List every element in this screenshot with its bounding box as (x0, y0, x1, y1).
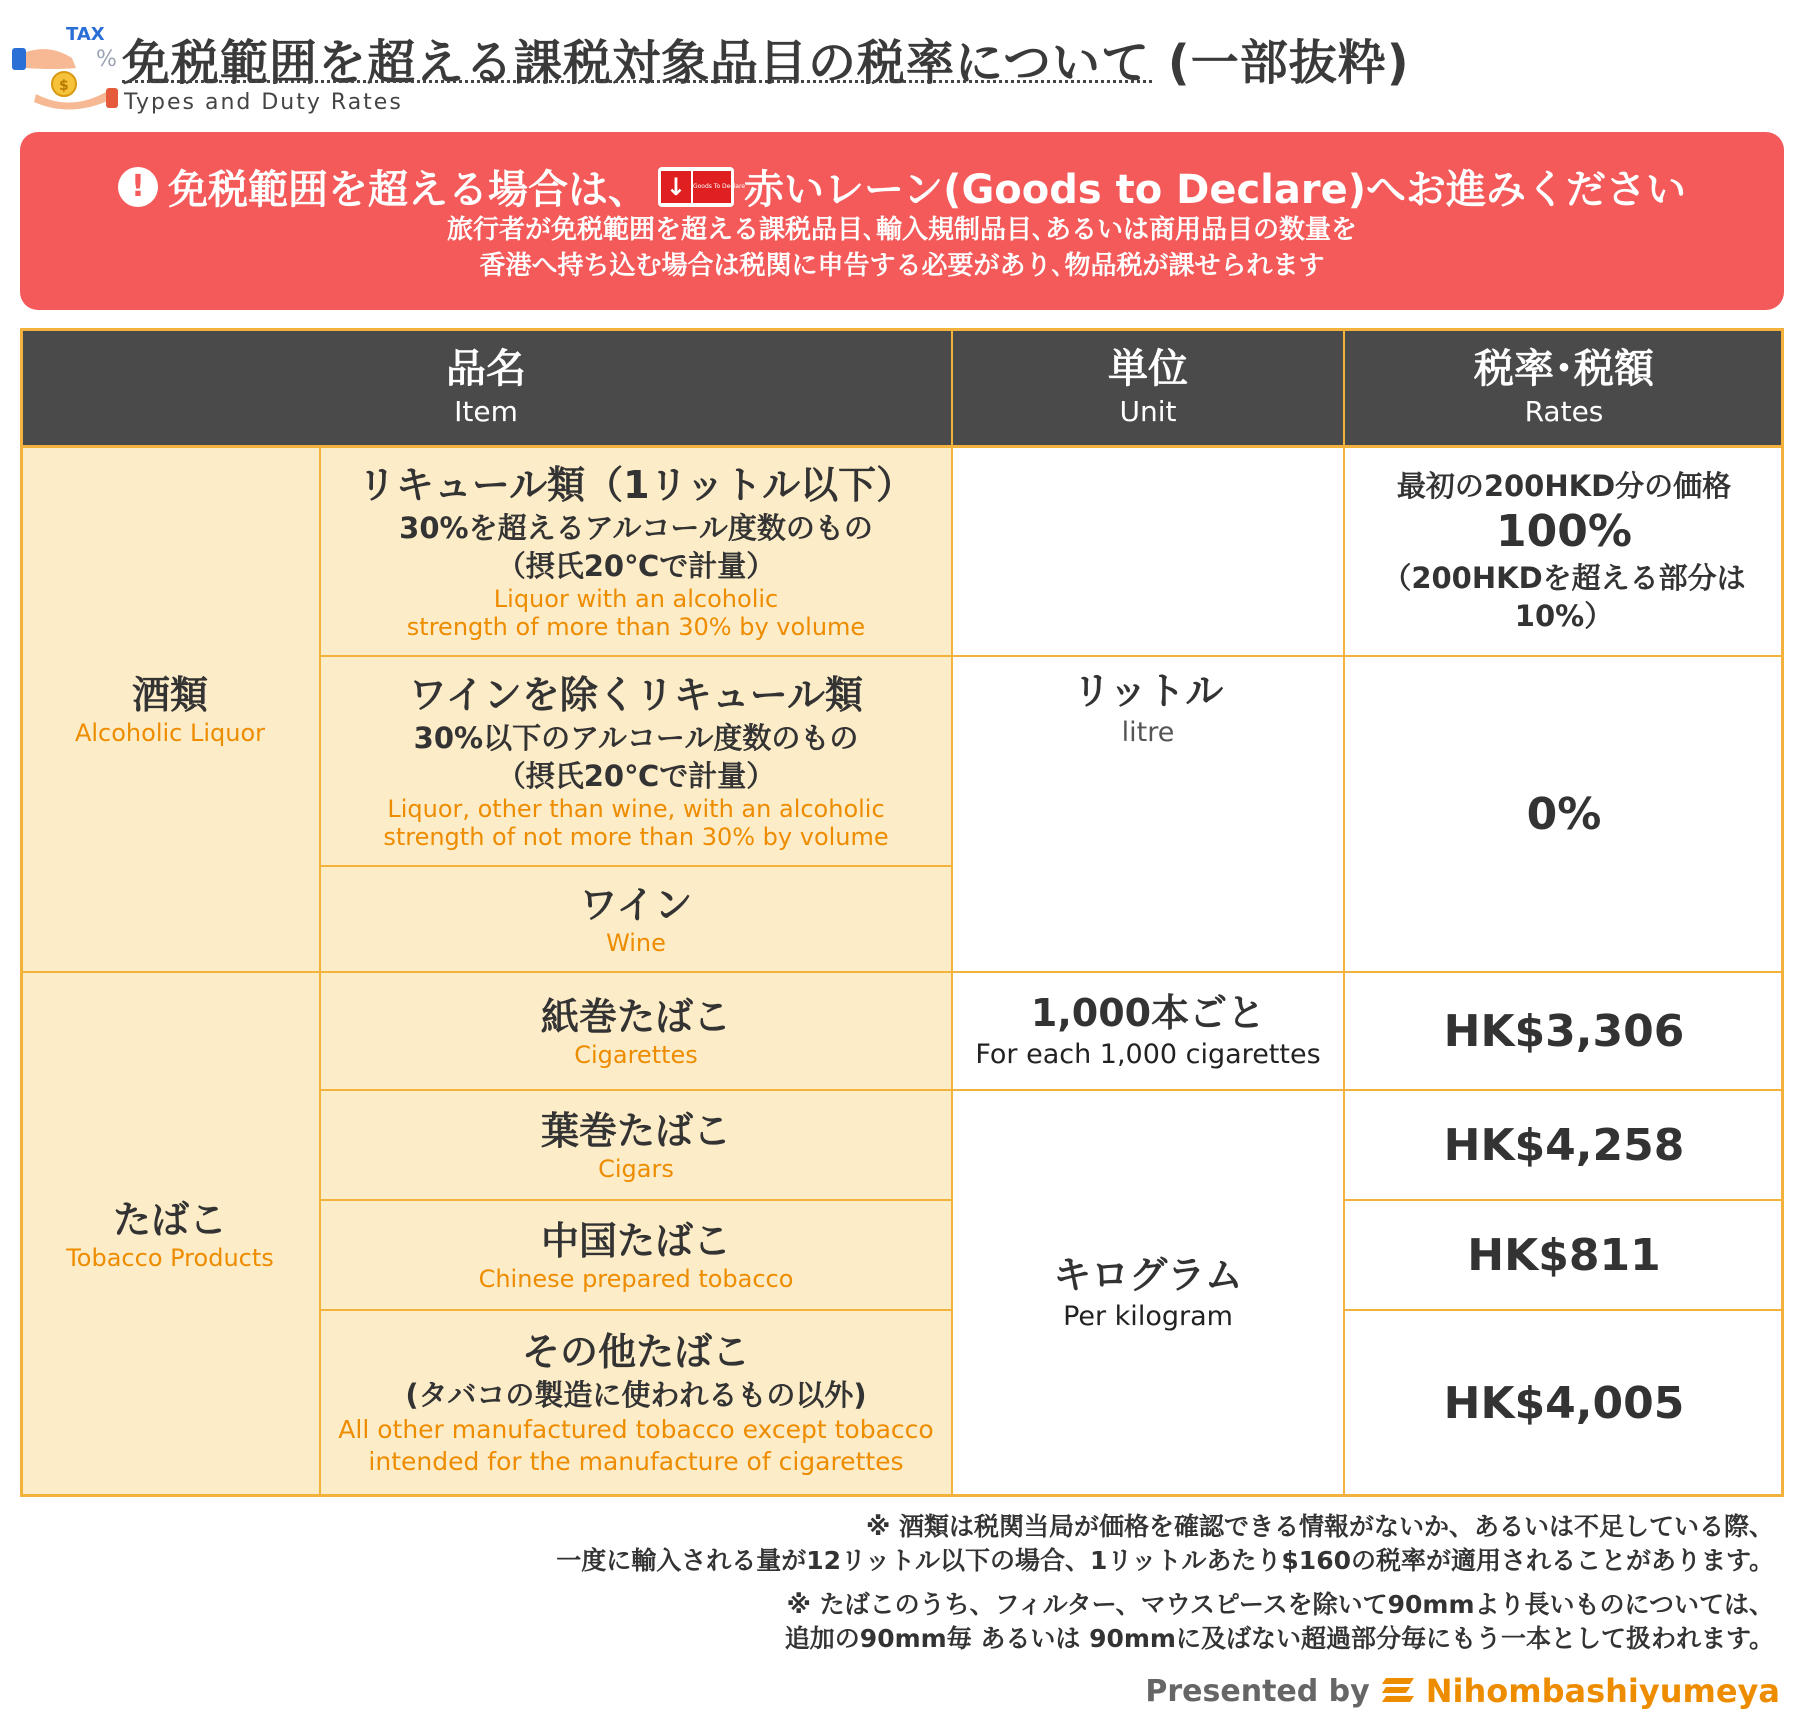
item-other-tobacco-en1: All other manufactured tobacco except tobacco (338, 1415, 934, 1444)
banner-title-part2: 赤いレーン(Goods to Declare)へお進みください (743, 167, 1687, 213)
unit-litre-jp: リットル (1072, 669, 1224, 713)
item-cigarettes-jp: 紙巻たばこ (540, 995, 731, 1039)
footnote-tobacco (174, 1588, 1774, 1656)
footnote-tobacco-line1: ※ たばこのうち、フィルター、マウスピースを除いて90mmより長いものについては、 (786, 1590, 1774, 1619)
rate-other-value: HK$4,005 (1443, 1377, 1685, 1429)
item-liquor-under-30-en2: strength of not more than 30% by volume (383, 823, 889, 851)
exclamation-icon: ! (118, 167, 158, 207)
page-subtitle: Types and Duty Rates (124, 90, 403, 115)
rate-cigars-value: HK$4,258 (1443, 1119, 1685, 1171)
item-liquor-under-30-en1: Liquor, other than wine, with an alcoholic (387, 795, 885, 823)
unit-litre-en: litre (1121, 717, 1175, 748)
col-header-rates-en: Rates (1524, 395, 1604, 428)
grid-line (20, 328, 23, 1496)
brand-logo-icon (1380, 1674, 1416, 1708)
item-cigarettes-en: Cigarettes (574, 1041, 698, 1069)
col-header-unit-jp: 単位 (1108, 346, 1188, 392)
grid-line (20, 328, 1784, 331)
grid-line (20, 971, 1784, 973)
item-chinese-tobacco-jp: 中国たばこ (540, 1219, 731, 1263)
unit-kilogram-en: Per kilogram (1063, 1301, 1233, 1332)
unit-per-1000-jp: 1,000本ごと (1030, 991, 1266, 1035)
svg-text:%: % (96, 47, 117, 72)
grid-line (320, 1089, 1784, 1091)
col-header-rates (1344, 328, 1784, 446)
grid-line (320, 1309, 952, 1311)
category-alcohol-en: Alcoholic Liquor (74, 719, 266, 747)
tax-hand-coin-icon (10, 14, 120, 114)
col-header-rates-jp: 税率･税額 (1474, 346, 1654, 392)
banner-title-part1: 免税範囲を超える場合は、 (167, 167, 648, 213)
rate-wine-and-liquor (1344, 656, 1784, 972)
footnote-alcohol (174, 1510, 1774, 1578)
item-chinese-tobacco-en: Chinese prepared tobacco (478, 1265, 794, 1293)
brand-name: Nihombashiyumeya (1425, 1672, 1780, 1710)
item-liquor-under-30-jp2: 30%以下のアルコール度数のもの (413, 721, 859, 755)
item-liquor-under-30-jp3: （摂氏20℃で計量） (496, 759, 776, 793)
grid-line (320, 865, 952, 867)
col-header-unit (952, 328, 1344, 446)
unit-kilogram-jp: キログラム (1053, 1253, 1243, 1297)
rate-chinese-value: HK$811 (1467, 1229, 1661, 1281)
item-wine (320, 866, 952, 972)
category-tobacco-jp: たばこ (112, 1198, 227, 1242)
presented-by-label: Presented by (1145, 1673, 1370, 1709)
grid-line (1344, 1199, 1784, 1201)
item-liquor-under-30 (320, 656, 952, 866)
item-other-tobacco (320, 1310, 952, 1496)
rate-liquor-percent: 100% (1496, 506, 1632, 557)
item-liquor-over-30-jp: リキュール類（1リットル以下） (357, 463, 915, 507)
col-header-item (20, 328, 952, 446)
grid-line (320, 655, 1784, 657)
footnote-tobacco-line2: 追加の90mm毎 あるいは 90mmに及ばない超過部分毎にもう一本として扱われます。 (784, 1624, 1774, 1653)
grid-line (1344, 1309, 1784, 1311)
category-tobacco-en: Tobacco Products (66, 1244, 274, 1272)
goods-to-declare-sign: Goods To Declare (693, 171, 731, 203)
col-header-item-en: Item (454, 395, 518, 428)
rate-other-tobacco (1344, 1310, 1784, 1496)
presented-by-footer (1145, 1672, 1780, 1710)
unit-per-1000-en: For each 1,000 cigarettes (975, 1039, 1321, 1070)
rate-liquor-line3: （200HKDを超える部分は10%） (1382, 561, 1746, 633)
grid-line (951, 328, 953, 1496)
rate-cigars (1344, 1090, 1784, 1200)
item-wine-jp: ワイン (579, 883, 693, 927)
title-divider (122, 80, 1152, 83)
item-other-tobacco-jp: その他たばこ (521, 1330, 750, 1374)
declare-alert-banner (20, 132, 1784, 310)
rate-liquor-over-30 (1344, 446, 1784, 656)
banner-description (20, 212, 1784, 284)
grid-line (20, 1494, 1784, 1497)
item-liquor-over-30-jp3: （摂氏20℃で計量） (496, 549, 776, 583)
tax-icon-label: TAX (66, 24, 105, 45)
banner-desc-line1: 旅行者が免税範囲を超える課税品目､輸入規制品目､あるいは商用品目の数量を (446, 215, 1357, 245)
item-cigars-en: Cigars (598, 1155, 674, 1183)
banner-heading (20, 158, 1784, 215)
grid-line (320, 1199, 952, 1201)
unit-litre (952, 446, 1344, 972)
rate-zero-percent: 0% (1526, 788, 1602, 840)
item-other-tobacco-jp2: (タバコの製造に使われるもの以外) (405, 1378, 867, 1412)
item-liquor-under-30-jp: ワインを除くリキュール類 (408, 673, 864, 717)
category-alcohol (20, 446, 320, 972)
unit-kilogram (952, 1090, 1344, 1496)
item-liquor-over-30 (320, 446, 952, 656)
footnote-alcohol-line2: 一度に輸入される量が12リットル以下の場合、1リットルあたり$160の税率が適用されることがあります。 (556, 1546, 1774, 1575)
footnotes (174, 1510, 1774, 1666)
rate-chinese-tobacco (1344, 1200, 1784, 1310)
footnote-alcohol-line1: ※ 酒類は税関当局が価格を確認できる情報がないか、あるいは不足している際、 (865, 1512, 1774, 1541)
item-cigars (320, 1090, 952, 1200)
grid-line (1343, 328, 1345, 1496)
item-liquor-over-30-jp2: 30%を超えるアルコール度数のもの (399, 511, 873, 545)
col-header-item-jp: 品名 (446, 346, 526, 392)
category-alcohol-jp: 酒類 (131, 673, 208, 717)
grid-line (1781, 328, 1784, 1496)
page-header (10, 14, 1410, 114)
item-liquor-over-30-en1: Liquor with an alcoholic (493, 585, 779, 613)
svg-text:$: $ (59, 78, 69, 94)
item-chinese-tobacco (320, 1200, 952, 1310)
banner-desc-line2: 香港へ持ち込む場合は税関に申告する必要があり､物品税が課せられます (479, 251, 1325, 281)
category-tobacco (20, 972, 320, 1496)
item-wine-en: Wine (606, 929, 666, 957)
duty-rates-table (20, 328, 1784, 1496)
rate-liquor-line1: 最初の200HKD分の価格 (1396, 469, 1732, 503)
unit-per-1000-cigarettes (952, 972, 1344, 1090)
page-title: 免税範囲を超える課税対象品目の税率について (一部抜粋) (122, 35, 1410, 91)
rate-cigarettes-value: HK$3,306 (1443, 1005, 1685, 1057)
item-other-tobacco-en2: intended for the manufacture of cigarettes (368, 1447, 904, 1476)
item-cigars-jp: 葉巻たばこ (540, 1109, 731, 1153)
rate-cigarettes (1344, 972, 1784, 1090)
item-liquor-over-30-en2: strength of more than 30% by volume (406, 613, 866, 641)
grid-line (20, 445, 1784, 448)
col-header-unit-en: Unit (1119, 395, 1177, 428)
down-arrow-icon: ↓ (661, 171, 691, 203)
item-cigarettes (320, 972, 952, 1090)
red-lane-sign-icon (658, 167, 746, 207)
